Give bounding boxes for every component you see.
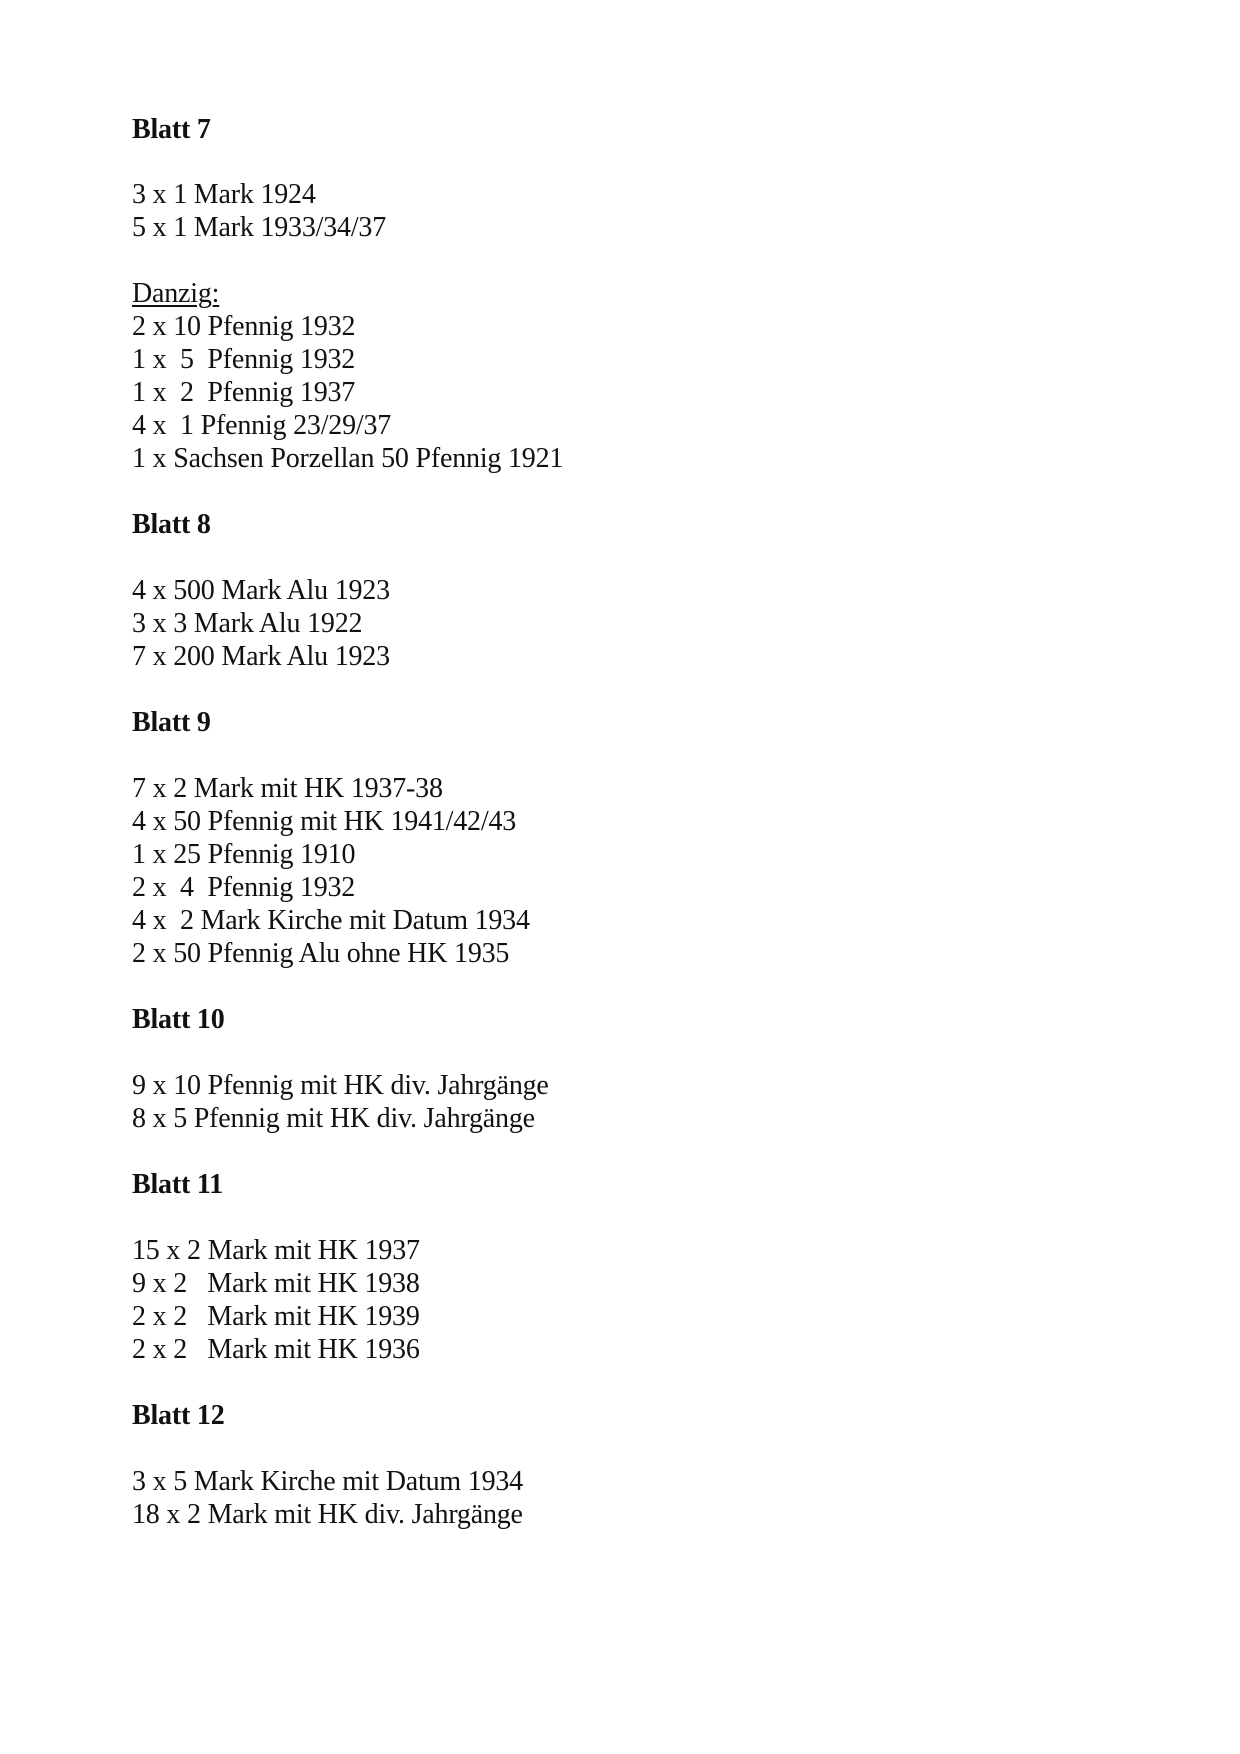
list-item: 15 x 2 Mark mit HK 1937 (132, 1235, 420, 1266)
list-item: 3 x 3 Mark Alu 1922 (132, 608, 363, 639)
list-item: 18 x 2 Mark mit HK div. Jahrgänge (132, 1499, 523, 1530)
list-item: 4 x 50 Pfennig mit HK 1941/42/43 (132, 806, 517, 837)
list-item: 1 x Sachsen Porzellan 50 Pfennig 1921 (132, 443, 564, 474)
section-heading-blatt-10: Blatt 10 (132, 1004, 225, 1035)
list-item: 4 x 1 Pfennig 23/29/37 (132, 410, 392, 441)
list-item: 7 x 2 Mark mit HK 1937-38 (132, 773, 443, 804)
list-item: 1 x 2 Pfennig 1937 (132, 377, 356, 408)
list-item: 2 x 2 Mark mit HK 1936 (132, 1334, 420, 1365)
list-item: 2 x 4 Pfennig 1932 (132, 872, 356, 903)
list-item: 1 x 25 Pfennig 1910 (132, 839, 356, 870)
section-heading-blatt-7: Blatt 7 (132, 114, 211, 145)
list-item: 7 x 200 Mark Alu 1923 (132, 641, 390, 672)
list-item: 2 x 50 Pfennig Alu ohne HK 1935 (132, 938, 510, 969)
list-item: 2 x 2 Mark mit HK 1939 (132, 1301, 420, 1332)
list-item: 2 x 10 Pfennig 1932 (132, 311, 356, 342)
subheading-danzig: Danzig: (132, 278, 220, 309)
section-heading-blatt-11: Blatt 11 (132, 1169, 223, 1200)
list-item: 3 x 5 Mark Kirche mit Datum 1934 (132, 1466, 523, 1497)
section-heading-blatt-12: Blatt 12 (132, 1400, 225, 1431)
list-item: 3 x 1 Mark 1924 (132, 179, 316, 210)
list-item: 9 x 10 Pfennig mit HK div. Jahrgänge (132, 1070, 549, 1101)
list-item: 8 x 5 Pfennig mit HK div. Jahrgänge (132, 1103, 535, 1134)
list-item: 5 x 1 Mark 1933/34/37 (132, 212, 387, 243)
list-item: 4 x 500 Mark Alu 1923 (132, 575, 390, 606)
section-heading-blatt-9: Blatt 9 (132, 707, 211, 738)
section-heading-blatt-8: Blatt 8 (132, 509, 211, 540)
list-item: 1 x 5 Pfennig 1932 (132, 344, 356, 375)
list-item: 9 x 2 Mark mit HK 1938 (132, 1268, 420, 1299)
list-item: 4 x 2 Mark Kirche mit Datum 1934 (132, 905, 530, 936)
